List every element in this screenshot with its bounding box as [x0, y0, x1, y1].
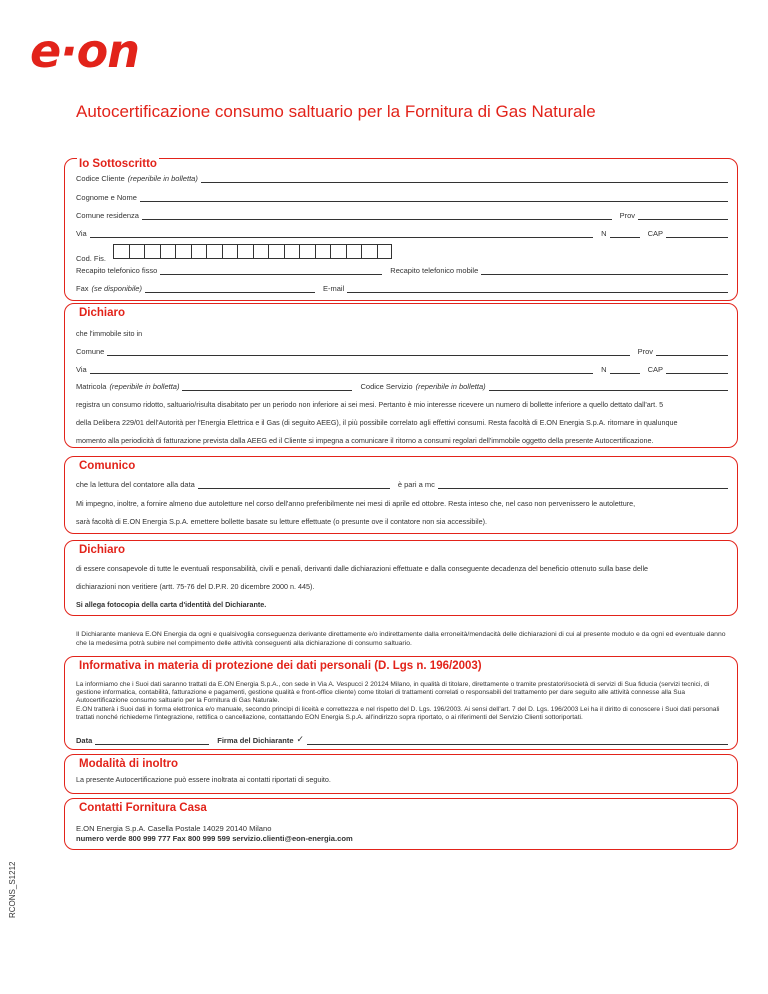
field-email[interactable]	[347, 284, 728, 293]
field-cap[interactable]	[666, 229, 728, 238]
eon-logo: e·on	[30, 24, 140, 78]
page-title: Autocertificazione consumo saltuario per la Fornitura di Gas Naturale	[76, 102, 596, 121]
row-via	[76, 229, 728, 238]
label-via: Via	[76, 229, 87, 238]
row-firma	[76, 734, 728, 745]
label-data: Data	[76, 736, 93, 745]
row-comune-immobile	[76, 347, 728, 356]
label-prov: Prov	[637, 347, 653, 356]
section-heading: Io Sottoscritto	[79, 158, 157, 170]
row-codfis	[76, 240, 728, 263]
label-email: E-mail	[322, 284, 345, 293]
allega-text: Si allega fotocopia della carta d'identità del Dichiarante.	[76, 600, 267, 609]
field-matricola[interactable]	[182, 382, 352, 391]
field-fax[interactable]	[145, 284, 315, 293]
contatti-line-1: E.ON Energia S.p.A. Casella Postale 14029 20140 Milano	[76, 824, 272, 833]
section-modalita	[64, 754, 738, 794]
row-via-immobile	[76, 365, 728, 374]
section-heading: Dichiaro	[79, 544, 126, 556]
field-codice-servizio[interactable]	[489, 382, 728, 391]
note-matricola: (reperibile in bolletta)	[109, 382, 180, 391]
contatti-line-2: numero verde 800 999 777 Fax 800 999 599 servizio.clienti@eon-energia.com	[76, 834, 353, 843]
label-fax: Fax	[76, 284, 89, 293]
label-via: Via	[76, 365, 87, 374]
label-tel-mobile: Recapito telefonico mobile	[390, 266, 479, 275]
field-n-immobile[interactable]	[610, 365, 640, 374]
label-codfis: Cod. Fis.	[76, 254, 107, 263]
label-cap: CAP	[647, 229, 663, 238]
label-cap: CAP	[647, 365, 663, 374]
field-prov[interactable]	[638, 211, 728, 220]
check-icon: ✓	[296, 734, 305, 744]
label-cognome-nome: Cognome e Nome	[76, 193, 137, 202]
field-tel-fisso[interactable]	[160, 266, 382, 275]
field-via-immobile[interactable]	[90, 365, 593, 374]
section-heading: Contatti Fornitura Casa	[79, 802, 207, 814]
section-heading: Dichiaro	[79, 307, 126, 319]
field-tel-mobile[interactable]	[481, 266, 728, 275]
field-mc[interactable]	[438, 480, 728, 489]
field-data-lettura[interactable]	[198, 480, 390, 489]
privacy-text-2: E.ON tratterà i Suoi dati in forma elettronica e/o manuale, secondo principi di liceità e correttezza e nel rispetto del D. Lgs. 196/2003. Ai sensi dell'art. 7 del D. Lgs. 196/2003 Lei ha il diritto di conoscere i Suoi dati personali trattati nonché richiederne l'integrazione, rettifica o cancellazione, contattando EON Energia S.p.A. all'indirizzo sopra riportato, o ai riferimenti del Servizio Clienti sottoriportati.	[76, 706, 720, 722]
manleva-text: Il Dichiarante manleva E.ON Energia da ogni e qualsivoglia conseguenza derivante direttamente e/o indirettamente dalla erroneità/mendacità delle dichiarazioni di cui al presente modulo e da ogni ed eventuale danno che la medesima potrà subire nel compimento delle attività conseguenti alla dichiarazione di consumo saltuario.	[76, 631, 726, 648]
label-tel-fisso: Recapito telefonico fisso	[76, 266, 158, 275]
row-codice-cliente	[76, 174, 728, 183]
field-prov-immobile[interactable]	[656, 347, 728, 356]
row-telefono	[76, 266, 728, 275]
comunico-text-1: Mi impegno, inoltre, a fornire almeno due autoletture nel corso dell'anno preferibilmente nei mesi di aprile ed ottobre. Resta inteso che, nel caso non pervenissero le autoletture,	[76, 499, 636, 508]
field-via[interactable]	[90, 229, 593, 238]
section-heading: Comunico	[79, 460, 136, 472]
label-firma: Firma del Dichiarante	[217, 736, 294, 745]
immobile-text-2: della Delibera 229/01 dell'Autorità per l'Energia Elettrica e il Gas (di seguito AEEG), il più possibile correlato agli effettivi consumi. Resta facoltà di E.ON Energia S.p.A. ritornare in qualunque	[76, 418, 678, 427]
note-codice-cliente: (reperibile in bolletta)	[127, 174, 198, 183]
label-n: N	[601, 229, 607, 238]
label-lettura: che la lettura del contatore alla data	[76, 480, 195, 489]
section-heading: Informativa in materia di protezione dei dati personali (D. Lgs n. 196/2003)	[79, 660, 482, 672]
modalita-text: La presente Autocertificazione può essere inoltrata ai contatti riportati di seguito.	[76, 775, 331, 784]
field-codice-cliente[interactable]	[201, 174, 728, 183]
label-mc: è pari a mc	[397, 480, 435, 489]
label-n: N	[601, 365, 607, 374]
field-firma[interactable]	[307, 736, 728, 745]
row-comune	[76, 211, 728, 220]
row-fax	[76, 284, 728, 293]
row-matricola	[76, 382, 728, 391]
responsabilita-text-1: di essere consapevole di tutte le eventuali responsabilità, civili e penali, derivanti dalle dichiarazioni effettuate e dalla conseguente decadenza del beneficio ottenuto sulla base delle	[76, 564, 649, 573]
responsabilita-text-2: dichiarazioni non veritiere (artt. 75-76 del D.P.R. 20 dicembre 2000 n. 445).	[76, 582, 315, 591]
field-cognome-nome[interactable]	[140, 193, 728, 202]
field-data[interactable]	[95, 736, 209, 745]
label-matricola: Matricola	[76, 382, 107, 391]
immobile-intro: che l'immobile sito in	[76, 329, 143, 338]
label-comune: Comune	[76, 347, 105, 356]
immobile-text-1: registra un consumo ridotto, saltuario/risulta disabitato per un periodo non inferiore ai sei mesi. Pertanto è mio interesse ricevere un numero di bollette inferiore a quello dettato dall'art. 5	[76, 400, 664, 409]
field-comune-residenza[interactable]	[142, 211, 612, 220]
form-code: RCONS_S1212	[8, 861, 17, 918]
row-cognome	[76, 193, 728, 202]
row-lettura	[76, 480, 728, 489]
label-prov: Prov	[619, 211, 635, 220]
privacy-text-1: La informiamo che i Suoi dati saranno trattati da E.ON Energia S.p.A., con sede in Via A. Vespucci 2 20124 Milano, in qualità di titolare, direttamente o tramite prestatori/società di servizi di Sua fiducia (servizi tecnici, di gestione informatica, contabilità, fatturazione e pagamenti, gestione qualità e front-office cliente) come titolari di trattamenti correlati o responsabili del trattamento per dare seguito alle attività connesse alla Sua Autocertificazione consumo saltuario per la Fornitura di Gas Naturale.	[76, 681, 710, 705]
immobile-text-3: momento alla periodicità di fatturazione prevista dalla AEEG ed il Cliente si impegna a comunicare il ritorno a consumi regolari dell'immobile oggetto della presente Autocertificazione.	[76, 436, 654, 445]
field-comune[interactable]	[107, 347, 629, 356]
label-codice-servizio: Codice Servizio	[360, 382, 413, 391]
comunico-text-2: sarà facoltà di E.ON Energia S.p.A. emettere bollette basate su letture effettuate (o presunte ove il contatore non sia accessibile).	[76, 517, 487, 526]
note-codice-servizio: (reperibile in bolletta)	[415, 382, 486, 391]
label-codice-cliente: Codice Cliente	[76, 174, 125, 183]
note-fax: (se disponibile)	[91, 284, 142, 293]
field-cap-immobile[interactable]	[666, 365, 728, 374]
label-comune-residenza: Comune residenza	[76, 211, 139, 220]
field-codfis[interactable]	[113, 244, 392, 259]
field-n[interactable]	[610, 229, 640, 238]
section-heading: Modalità di inoltro	[79, 758, 179, 770]
